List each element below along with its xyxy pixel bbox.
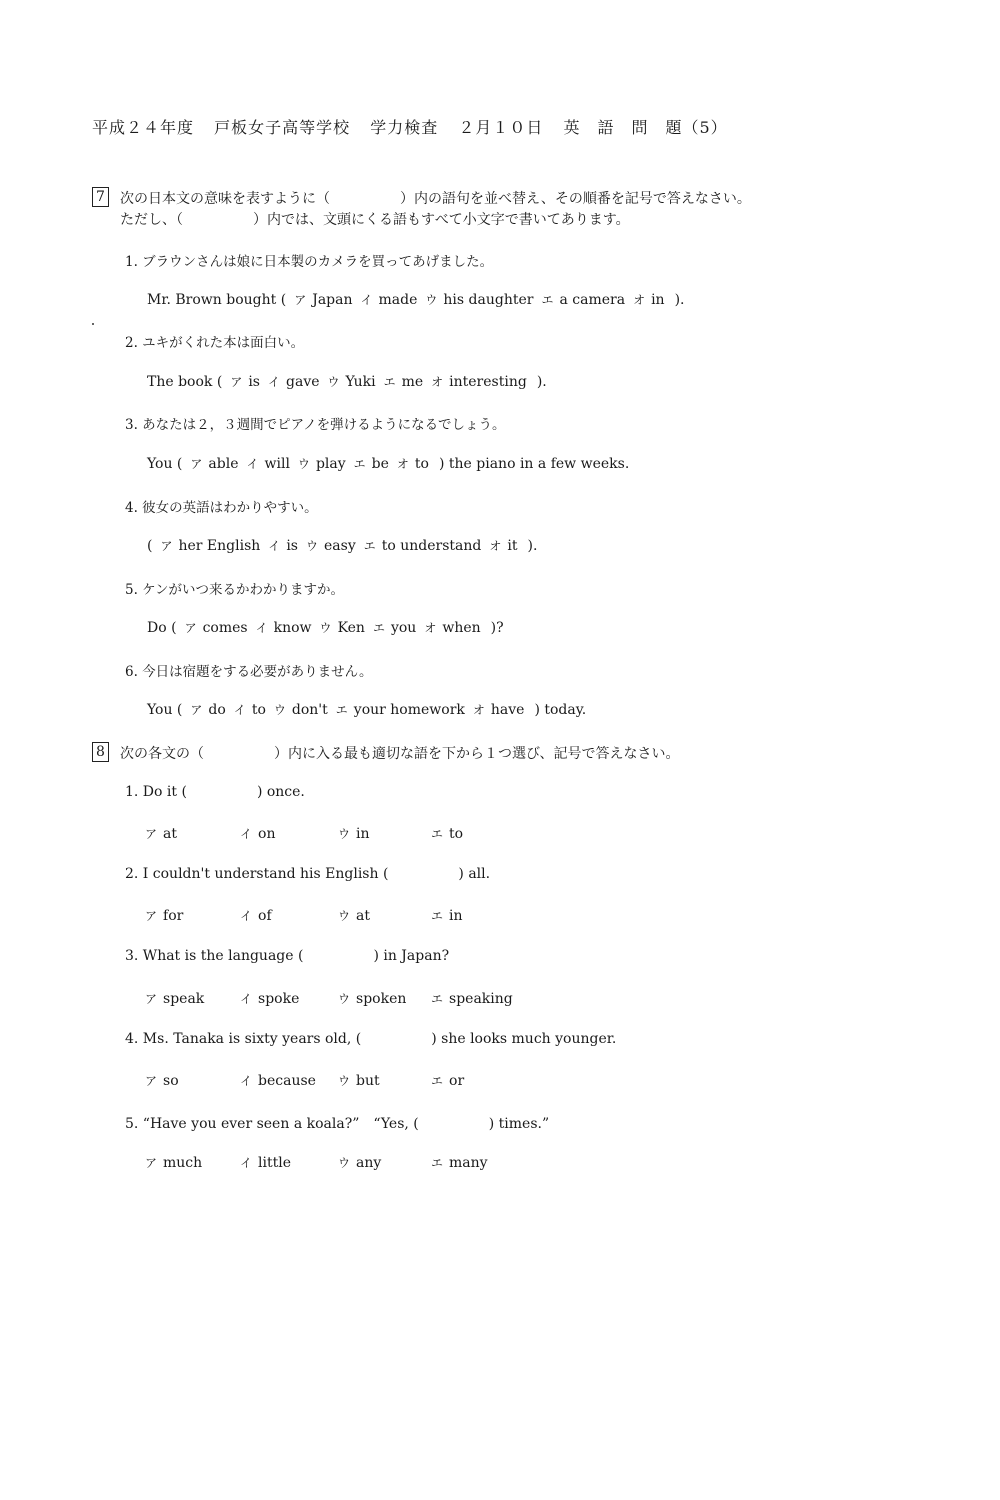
word-option [320, 620, 365, 636]
option-symbol: オ [489, 539, 502, 553]
option-text: to [414, 456, 429, 472]
answer-choice [431, 825, 463, 842]
option-symbol: ア [230, 375, 243, 389]
word-option [424, 620, 480, 636]
option-symbol: ウ [327, 375, 340, 389]
option-text: comes [202, 620, 248, 636]
word-option [361, 292, 418, 308]
word-option [489, 538, 517, 554]
sentence-end: ) times.” [488, 1116, 550, 1132]
scan-speck [92, 323, 94, 325]
section-7-question-6-japanese: 6. 今日は宿題をする必要がありません。 [125, 664, 373, 680]
choice-text: or [449, 1073, 465, 1089]
option-symbol: ウ [425, 293, 438, 307]
option-symbol: ア [294, 293, 307, 307]
sentence-start: You ( [147, 456, 183, 472]
answer-choice [145, 907, 183, 924]
option-text: you [390, 620, 417, 636]
option-text: a camera [559, 292, 626, 308]
option-symbol: エ [383, 375, 396, 389]
section-8-number: 8 [92, 742, 109, 762]
answer-choice [431, 990, 513, 1007]
choice-symbol: エ [431, 1156, 444, 1170]
answer-choice [338, 1154, 381, 1171]
word-option [190, 702, 225, 718]
answer-choice [338, 1072, 380, 1089]
header-year: 平成２４年度 [92, 118, 195, 137]
choice-text: spoken [356, 991, 407, 1007]
choice-text: of [258, 908, 272, 924]
choice-symbol: イ [240, 1074, 253, 1088]
sentence-start: 2. I couldn't understand his English ( [125, 866, 389, 882]
section-8-question-3 [125, 948, 449, 964]
choice-symbol: ウ [338, 992, 351, 1006]
option-text: be [371, 456, 389, 472]
choice-symbol: イ [240, 992, 253, 1006]
choice-text: because [258, 1073, 316, 1089]
word-option [298, 456, 346, 472]
sentence-end: ) today. [534, 702, 587, 718]
option-text: interesting [449, 374, 527, 390]
section-7-question-4-english [147, 537, 537, 554]
word-option [373, 620, 416, 636]
section-7-instruction: 次の日本文の意味を表すように（ ）内の語句を並べ替え、その順番を記号で答えなさい。 [120, 191, 751, 207]
choice-symbol: エ [431, 827, 444, 841]
option-symbol: イ [268, 375, 281, 389]
section-7-question-1-japanese: 1. ブラウンさんは娘に日本製のカメラを買ってあげました。 [125, 254, 494, 270]
option-text: your homework [353, 702, 465, 718]
choice-symbol: イ [240, 827, 253, 841]
word-option [336, 702, 465, 718]
choice-symbol: イ [240, 909, 253, 923]
section-8-question-2 [125, 866, 490, 882]
option-text: gave [286, 374, 320, 390]
choice-text: in [356, 826, 370, 842]
option-symbol: エ [353, 457, 366, 471]
section-7-question-2-japanese: 2. ユキがくれた本は面白い。 [125, 335, 305, 351]
section-7-instruction-note: ただし、（ ）内では、文頭にくる語もすべて小文字で書いてあります。 [120, 212, 630, 228]
sentence-end: ). [536, 374, 547, 390]
choice-symbol: ウ [338, 1074, 351, 1088]
sentence-start: The book ( [147, 374, 223, 390]
option-text: will [264, 456, 290, 472]
word-option [274, 702, 328, 718]
word-option [431, 374, 527, 390]
answer-choice [338, 907, 370, 924]
choice-text: speaking [449, 991, 513, 1007]
word-option [425, 292, 533, 308]
sentence-end: ) all. [458, 866, 491, 882]
option-text: is [286, 538, 298, 554]
section-8-question-5 [125, 1113, 549, 1133]
choice-text: at [163, 826, 177, 842]
answer-choice [145, 1154, 202, 1171]
sentence-start: Mr. Brown bought ( [147, 292, 287, 308]
option-symbol: エ [335, 703, 348, 717]
option-symbol: オ [396, 457, 409, 471]
word-option [190, 456, 238, 472]
option-text: it [507, 538, 518, 554]
word-option [246, 456, 289, 472]
section-7-question-5-japanese: 5. ケンがいつ来るかわかりますか。 [125, 582, 344, 598]
section-7-question-3-japanese: 3. あなたは２，３週間でピアノを弾けるようになるでしょう。 [125, 417, 506, 433]
word-option [234, 702, 266, 718]
option-text: play [315, 456, 346, 472]
word-option [268, 538, 298, 554]
word-option [230, 374, 260, 390]
option-text: made [378, 292, 418, 308]
option-text: in [651, 292, 665, 308]
section-8-question-4 [125, 1031, 616, 1047]
choice-symbol: ウ [338, 909, 351, 923]
word-option [633, 292, 665, 308]
choice-symbol: ア [145, 827, 158, 841]
option-symbol: イ [246, 457, 259, 471]
sentence-start: You ( [147, 702, 183, 718]
header-exam: 学力検査 [370, 118, 439, 137]
option-symbol: イ [255, 621, 268, 635]
choice-text: in [449, 908, 463, 924]
section-7-question-1-english [147, 291, 685, 308]
choice-text: spoke [258, 991, 300, 1007]
answer-choice [240, 1072, 316, 1089]
answer-choice [338, 990, 406, 1007]
word-option [185, 620, 248, 636]
option-symbol: ア [160, 539, 173, 553]
header-date: ２月１０日 [458, 118, 544, 137]
option-text: his daughter [443, 292, 534, 308]
option-text: to [251, 702, 266, 718]
choice-text: any [356, 1155, 382, 1171]
option-symbol: オ [424, 621, 437, 635]
word-option [354, 456, 389, 472]
option-text: don't [291, 702, 328, 718]
section-8-question-1 [125, 784, 305, 800]
choice-symbol: イ [240, 1156, 253, 1170]
word-option [384, 374, 424, 390]
choice-text: so [163, 1073, 179, 1089]
option-symbol: ウ [305, 539, 318, 553]
option-text: me [401, 374, 424, 390]
option-symbol: ウ [319, 621, 332, 635]
choice-symbol: ア [145, 1074, 158, 1088]
option-text: her English [178, 538, 261, 554]
page-header [92, 115, 742, 138]
choice-text: but [356, 1073, 380, 1089]
sentence-start: 3. What is the language ( [125, 948, 304, 964]
choice-text: many [449, 1155, 488, 1171]
word-option [328, 374, 376, 390]
choice-text: to [449, 826, 464, 842]
sentence-end: ) in Japan? [373, 948, 450, 964]
choice-text: at [356, 908, 370, 924]
option-text: do [208, 702, 226, 718]
sentence-end: ) the piano in a few weeks. [438, 456, 630, 472]
option-text: Yuki [345, 374, 376, 390]
answer-choice [145, 825, 177, 842]
sentence-start: Do ( [147, 620, 177, 636]
word-option [268, 374, 320, 390]
answer-choice [431, 1072, 464, 1089]
option-symbol: ア [190, 703, 203, 717]
section-8-instruction: 次の各文の（ ）内に入る最も適切な語を下から１つ選び、記号で答えなさい。 [120, 746, 680, 762]
sentence-start: ( [147, 538, 153, 554]
word-option [160, 538, 260, 554]
option-symbol: ア [184, 621, 197, 635]
choice-text: on [258, 826, 276, 842]
section-7-question-4-japanese: 4. 彼女の英語はわかりやすい。 [125, 500, 318, 516]
answer-choice [240, 907, 272, 924]
choice-symbol: ア [145, 1156, 158, 1170]
option-symbol: エ [372, 621, 385, 635]
option-symbol: イ [360, 293, 373, 307]
option-text: when [442, 620, 481, 636]
choice-symbol: エ [431, 909, 444, 923]
option-symbol: オ [633, 293, 646, 307]
option-text: to understand [381, 538, 482, 554]
option-text: easy [324, 538, 356, 554]
choice-symbol: エ [431, 992, 444, 1006]
section-7-number: 7 [92, 187, 109, 207]
option-text: Ken [337, 620, 365, 636]
option-text: is [248, 374, 260, 390]
option-text: Japan [312, 292, 353, 308]
answer-choice [240, 825, 275, 842]
word-option [397, 456, 429, 472]
option-symbol: ウ [297, 457, 310, 471]
sentence-start: 1. Do it ( [125, 784, 187, 800]
word-option [541, 292, 625, 308]
sentence-end: ). [674, 292, 685, 308]
option-text: have [490, 702, 525, 718]
answer-choice [145, 1072, 179, 1089]
option-symbol: オ [431, 375, 444, 389]
answer-choice [240, 1154, 291, 1171]
section-7-question-2-english [147, 373, 547, 390]
answer-choice [145, 990, 204, 1007]
sentence-end: ). [527, 538, 538, 554]
choice-text: speak [163, 991, 205, 1007]
option-symbol: ウ [273, 703, 286, 717]
choice-symbol: ウ [338, 1156, 351, 1170]
sentence-start: 5. “Have you ever seen a koala?” “Yes, ( [125, 1116, 419, 1132]
sentence-end: )? [490, 620, 504, 636]
section-7-question-3-english [147, 455, 629, 472]
section-7-question-6-english [147, 701, 586, 718]
word-option [256, 620, 312, 636]
option-symbol: イ [233, 703, 246, 717]
choice-text: little [258, 1155, 291, 1171]
option-symbol: エ [541, 293, 554, 307]
choice-text: for [163, 908, 184, 924]
word-option [473, 702, 525, 718]
option-symbol: ア [190, 457, 203, 471]
choice-text: much [163, 1155, 203, 1171]
answer-choice [431, 907, 463, 924]
answer-choice [338, 825, 370, 842]
sentence-end: ) once. [256, 784, 305, 800]
sentence-end: ) she looks much younger. [431, 1031, 617, 1047]
choice-symbol: エ [431, 1074, 444, 1088]
option-text: able [208, 456, 239, 472]
choice-symbol: ア [145, 992, 158, 1006]
option-text: know [273, 620, 312, 636]
word-option [306, 538, 356, 554]
option-symbol: オ [472, 703, 485, 717]
option-symbol: イ [268, 539, 281, 553]
choice-symbol: ウ [338, 827, 351, 841]
choice-symbol: ア [145, 909, 158, 923]
answer-choice [240, 990, 299, 1007]
word-option [294, 292, 352, 308]
answer-choice [431, 1154, 488, 1171]
section-7-question-5-english [147, 619, 504, 636]
option-symbol: エ [363, 539, 376, 553]
sentence-start: 4. Ms. Tanaka is sixty years old, ( [125, 1031, 362, 1047]
header-school: 戸板女子高等学校 [214, 118, 351, 137]
word-option [364, 538, 482, 554]
header-subject: 英 語 問 題（5） [563, 118, 728, 137]
